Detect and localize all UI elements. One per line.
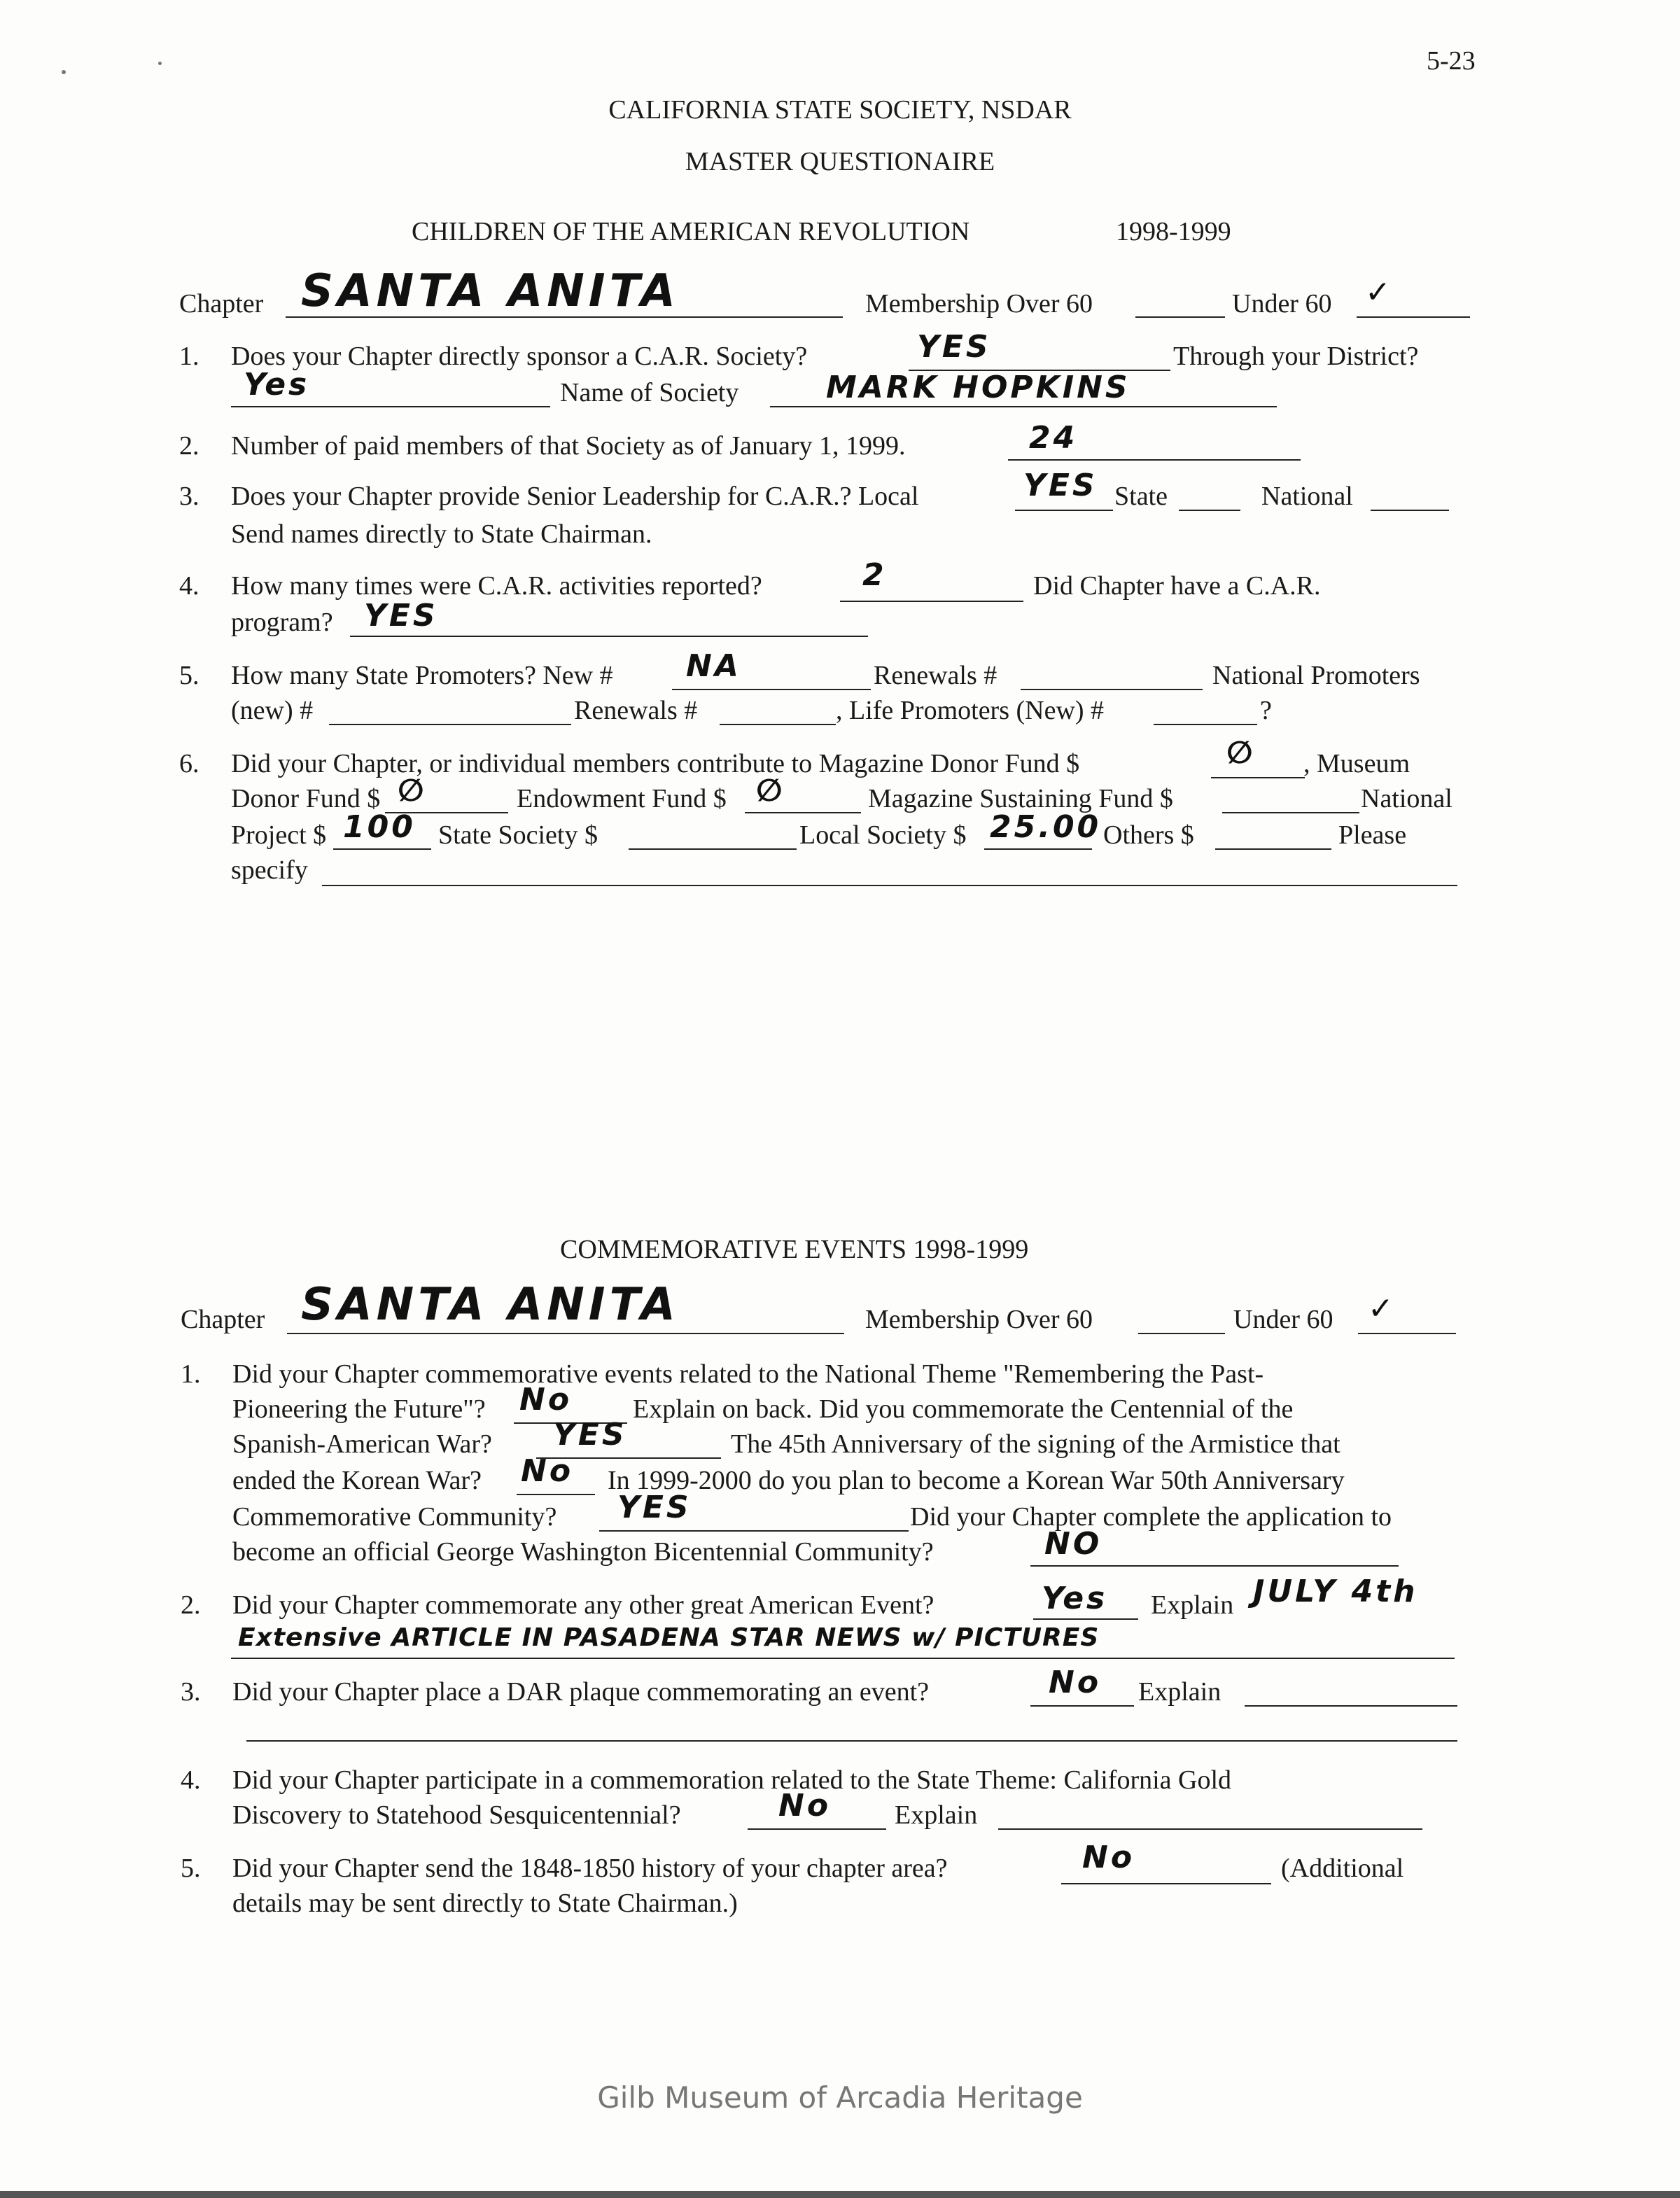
c-q3-explain-line [1245,1705,1457,1707]
q5-line2-life-line [1154,724,1257,725]
q3-local-line [1015,510,1113,511]
c-q1-line5b: Did your Chapter complete the application to [910,1502,1392,1532]
c-q5-answer-line [1061,1883,1271,1884]
document-title: CALIFORNIA STATE SOCIETY, NSDAR [608,95,1072,125]
commem-chapter-label: Chapter [181,1305,265,1334]
c-q4-answer: No [778,1788,832,1823]
q2-answer-line [1008,459,1301,461]
q4-text: How many times were C.A.R. activities reported? [231,571,762,601]
under-mark: ✓ [1365,274,1394,310]
c-q5-text: Did your Chapter send the 1848-1850 history of your chapter area? [232,1854,948,1883]
commem-under-mark: ✓ [1368,1291,1396,1326]
c-q1-line3a: Spanish-American War? [232,1429,492,1459]
q4-program-line [350,636,868,637]
q3-line2: Send names directly to State Chairman. [231,519,652,549]
c-q2-line2-line [231,1658,1455,1659]
q3-state-label: State [1114,482,1168,511]
c-q2-number: 2. [181,1590,201,1620]
q5-text: How many State Promoters? New # [231,661,613,690]
c-q3-explain-label: Explain [1138,1677,1222,1707]
q6-state-label: State Society $ [438,820,598,850]
q6-specify-label: specify [231,855,308,885]
q6-endowment-answer: ∅ [756,773,785,808]
q6-others-line [1215,848,1331,850]
q6-please-label: Please [1338,820,1407,850]
section-year: 1998-1999 [1116,217,1231,246]
q6-endowment-label: Endowment Fund $ [517,784,727,813]
c-q3-number: 3. [181,1677,201,1707]
q2-text: Number of paid members of that Society as of January 1, 1999. [231,431,906,461]
q6-local-label: Local Society $ [799,820,967,850]
q6-national-label: National [1361,784,1452,813]
q4-number: 4. [179,571,200,601]
chapter-value: SANTA ANITA [301,265,680,317]
c-q1-line5a: Commemorative Community? [232,1502,557,1532]
q5-line2-new-line [329,724,571,725]
c-q1-line2b: Explain on back. Did you commemorate the Centennial of the [633,1394,1294,1424]
document-subtitle: MASTER QUESTIONAIRE [685,147,995,176]
q2-number: 2. [179,431,200,461]
c-q5-answer: No [1082,1840,1135,1875]
q3-number: 3. [179,482,200,511]
c-q3-explain-line2 [246,1740,1457,1742]
c-q1-line4a: ended the Korean War? [232,1466,482,1495]
c-q5-line2: details may be sent directly to State Chairman.) [232,1889,738,1918]
q6-local-answer: 25.00 [990,809,1102,845]
c-q1-number: 1. [181,1359,201,1389]
q4-answer-line [840,601,1023,602]
c-q1-line6a: become an official George Washington Bicentennial Community? [232,1537,934,1567]
c-q4-explain-line [998,1828,1422,1830]
q1-number: 1. [179,342,200,371]
c-q5-additional: (Additional [1281,1854,1404,1883]
q6-magazine-line [1211,777,1305,778]
q6-sustaining-line [1222,812,1359,813]
c-q1-line1: Did your Chapter commemorative events related to the National Theme "Remembering the Past- [232,1359,1264,1389]
q1-name-label: Name of Society [560,378,739,407]
q3-national-line [1371,510,1449,511]
q6-endowment-line [745,812,861,813]
q1-text: Does your Chapter directly sponsor a C.A.R. Society? [231,342,808,371]
c-q3-answer: No [1049,1665,1102,1700]
q1-through-line [231,406,550,407]
c-q1-answer1: No [519,1382,573,1418]
c-q1-answer2: YES [553,1417,627,1452]
q1-through-answer: Yes [244,367,310,402]
c-q4-number: 4. [181,1765,201,1795]
c-q4-explain-label: Explain [895,1800,978,1830]
commem-chapter-line [287,1333,844,1334]
membership-label: Membership Over 60 [865,289,1093,318]
q4-line2: program? [231,608,333,637]
q3-national-label: National [1261,482,1353,511]
c-q4-answer-line [748,1828,886,1830]
q2-answer: 24 [1029,420,1078,456]
c-q3-text: Did your Chapter place a DAR plaque commemorating an event? [232,1677,930,1707]
scan-speck [62,70,66,74]
q5-national-label: National Promoters [1212,661,1420,690]
c-q2-line2-answer: Extensive ARTICLE IN PASADENA STAR NEWS w/ PICTURES [238,1623,1100,1652]
scan-speck [158,62,162,65]
section-title: CHILDREN OF THE AMERICAN REVOLUTION [412,217,970,246]
c-q1-line3b: The 45th Anniversary of the signing of the Armistice that [731,1429,1340,1459]
chapter-line [286,316,843,318]
c-q4-line2: Discovery to Statehood Sesquicentennial? [232,1800,681,1830]
q6-text: Did your Chapter, or individual members contribute to Magazine Donor Fund $ [231,749,1080,778]
q6-sustaining-label: Magazine Sustaining Fund $ [868,784,1173,813]
membership-line [1135,316,1225,318]
commem-membership-line [1138,1333,1225,1334]
q3-state-line [1179,510,1240,511]
c-q4-line1: Did your Chapter participate in a commemoration related to the State Theme: California Gold [232,1765,1232,1795]
q6-project-answer: 100 [343,809,416,845]
q6-museum-label: , Museum [1303,749,1410,778]
q5-line2-new: (new) # [231,696,314,725]
q1-name-line [770,406,1277,407]
commem-chapter-value: SANTA ANITA [301,1279,680,1331]
c-q3-answer-line [1030,1705,1134,1707]
c-q2-explain-label: Explain [1151,1590,1234,1620]
q5-new-answer: NA [686,648,741,684]
q5-renewals-line [1021,689,1203,690]
q6-project-label: Project $ [231,820,327,850]
q5-number: 5. [179,661,200,690]
c-q1-answer3-line [517,1494,595,1495]
q3-text: Does your Chapter provide Senior Leadership for C.A.R.? Local [231,482,919,511]
q6-others-label: Others $ [1103,820,1194,850]
q1-answer: YES [917,329,991,365]
q6-number: 6. [179,749,200,778]
q6-donor-answer: ∅ [398,773,427,808]
commem-membership-label: Membership Over 60 [865,1305,1093,1334]
commem-under-label: Under 60 [1233,1305,1334,1334]
c-q2-text: Did your Chapter commemorate any other great American Event? [232,1590,934,1620]
q5-line2-renewals-line [720,724,836,725]
q5-line2-life: , Life Promoters (New) # [836,696,1105,725]
footer-credit: Gilb Museum of Arcadia Heritage [597,2080,1083,2115]
q6-specify-line [322,885,1457,886]
c-q1-answer5: NO [1044,1526,1102,1562]
c-q1-answer4-line [599,1530,909,1532]
q5-renewals-label: Renewals # [874,661,997,690]
q5-line2-renewals: Renewals # [574,696,698,725]
q1-through-label: Through your District? [1173,342,1419,371]
q5-line2-end: ? [1260,696,1272,725]
q6-state-line [629,848,797,850]
c-q2-explain-answer: JULY 4th [1253,1574,1418,1609]
c-q5-number: 5. [181,1854,201,1883]
under-line [1357,316,1470,318]
chapter-label: Chapter [179,289,264,318]
commem-title: COMMEMORATIVE EVENTS 1998-1999 [560,1235,1029,1264]
c-q1-answer5-line [1030,1565,1399,1567]
q5-new-line [672,689,871,690]
page-number: 5-23 [1427,46,1476,76]
c-q2-answer-line [1033,1618,1138,1620]
q1-name-value: MARK HOPKINS [826,370,1130,405]
q3-local-answer: YES [1023,468,1098,503]
c-q1-answer4: YES [617,1490,692,1525]
c-q1-answer3: No [521,1453,574,1489]
q4-program-answer: YES [364,598,438,634]
q6-local-line [984,848,1092,850]
under-label: Under 60 [1232,289,1332,318]
c-q2-answer: Yes [1042,1581,1108,1616]
c-q1-line2a: Pioneering the Future"? [232,1394,486,1424]
commem-under-line [1358,1333,1456,1334]
c-q1-line4b: In 1999-2000 do you plan to become a Korean War 50th Anniversary [608,1466,1345,1495]
scan-edge [0,2191,1680,2198]
q6-donor-label: Donor Fund $ [231,784,381,813]
q6-magazine-answer: ∅ [1226,735,1256,771]
q6-project-line [333,848,431,850]
q4-answer: 2 [862,557,887,593]
q4-text2: Did Chapter have a C.A.R. [1033,571,1321,601]
